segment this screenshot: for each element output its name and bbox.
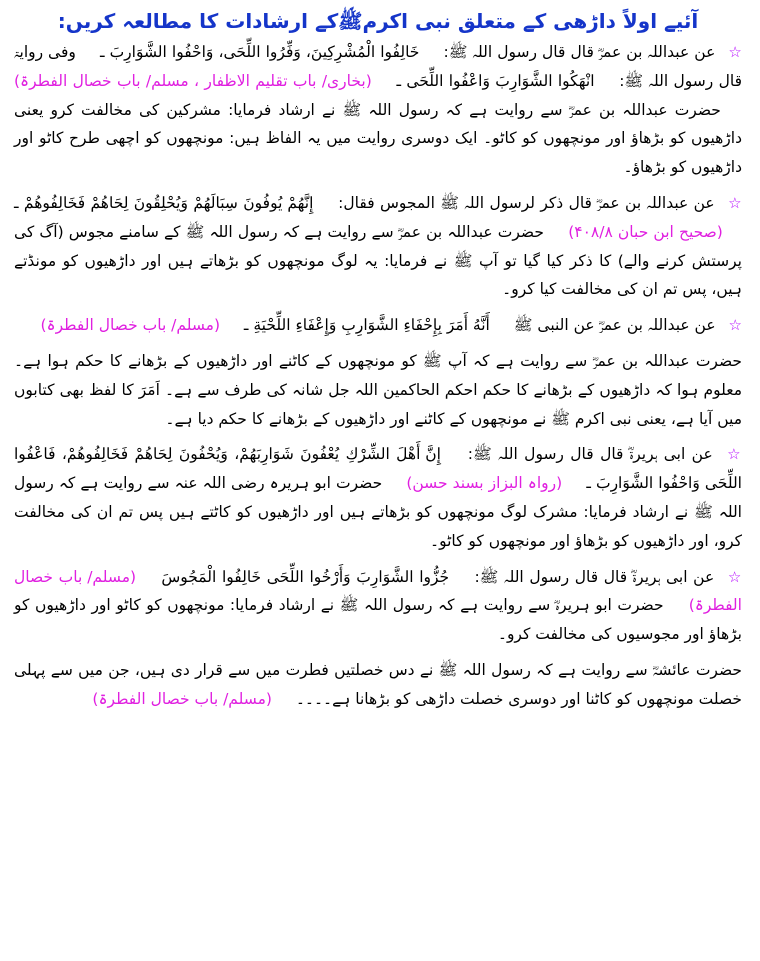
hadith-reference: (صحیح ابن حبان ۴۰۸/۸) [568,222,723,241]
star-icon: ☆ [727,445,742,464]
hadith-arabic: أَنَّهُ أَمَرَ بِإِحْفَاءِ الشَّوَارِبِ وَإِعْفَاءِ اللِّحْيَةِ ـ [243,316,490,335]
page-title: آئیے اولاً داڑھی کے متعلق نبی اکرمﷺکے ارشادات کا مطالعہ کریں: [57,9,699,33]
hadith-isnad: عن ابی ہریرۃؓ قال قال رسول اللہ ﷺ: [474,567,715,586]
hadith-arabic: خَالِفُوا الْمُشْرِكِينَ، وَفِّرُوا اللِّحَى، وَاحْفُوا الشَّوَارِبَ ـ [99,43,420,61]
explanation-paragraph [14,347,742,433]
hadith-block-2 [14,189,742,304]
hadith-arabic: إِنَّ أَهْلَ الشِّرْكِ يُعْفُونَ شَوَارِبَهُمْ، وَيُحْفُونَ لِحَاهُمْ فَخَالِفُوهُمْ، فَاعْفُوا اللِّحَى وَاحْفُوا الشَّوَارِبَ ـ [14,445,742,493]
hadith-block-5 [14,563,742,649]
hadith-isnad: عن عبداللہ بن عمرؓ قال قال رسول اللہ ﷺ: [443,43,716,61]
hadith-isnad: عن عبداللہ بن عمرؓ عن النبی ﷺ [513,316,716,335]
hadith-translation: حضرت عبداللہ بن عمرؓ سے روایت ہے کہ رسول اللہ ﷺ کے سامنے مجوس (آگ کی پرستش کرنے والے) کا ذکر کیا گیا تو آپ ﷺ نے فرمایا: یہ لوگ مونچھوں کو بڑھاتے ہیں اور داڑھیوں کو مونڈتے ہیں، پس تم ان کی مخالفت کیا کرو۔ [14,222,742,299]
hadith-block-4 [14,440,742,555]
hadith-translation: حضرت عبداللہ بن عمرؓ سے روایت ہے کہ رسول اللہ ﷺ نے ارشاد فرمایا: مشرکین کی مخالفت کرو یعنی داڑھیوں کو بڑھاؤ اور مونچھوں کو کاٹو۔ ایک دوسری روایت میں یہ الفاظ ہیں: مونچھوں کو اچھی طرح کاٹو اور داڑھیوں کو بڑھاؤ۔ [14,100,742,177]
hadith-block-3 [14,311,742,340]
hadith-isnad-2: وفی روایۃ قال رسول اللہ ﷺ: [14,43,742,90]
hadith-reference: (مسلم/ باب خصال الفطرۃ) [92,689,272,708]
hadith-arabic-2: انْهَكُوا الشَّوَارِبَ وَاعْفُوا اللِّحَى ـ [396,71,595,90]
hadith-isnad: عن عبداللہ بن عمرؓ قال ذکر لرسول اللہ ﷺ المجوس فقال: [338,193,715,212]
star-icon: ☆ [728,43,742,61]
hadith-reference: (مسلم/ باب خصال الفطرۃ) [40,316,221,335]
hadith-translation: حضرت ابو ہریرہؓ سے روایت ہے کہ رسول اللہ ﷺ نے ارشاد فرمایا: مونچھوں کو کاٹو اور داڑھیوں کو بڑھاؤ اور مجوسیوں کی مخالفت کرو۔ [14,596,742,644]
hadith-block-1 [14,38,742,182]
explanation-text: حضرت عبداللہ بن عمرؓ سے روایت ہے کہ آپ ﷺ کو مونچھوں کے کاٹنے اور داڑھیوں کے بڑھانے کا حکم ہوا ہے۔ معلوم ہوا کہ داڑھیوں کے بڑھانے کا حکم احکم الحاکمین اللہ جل شانہ کی طرف سے ہے۔ اَمَرَ کا لفظ بھی کتابوں میں آیا ہے، یعنی نبی اکرم ﷺ نے مونچھوں کے کاٹنے اور داڑھیوں کے بڑھانے کا حکم دیا ہے۔ [14,351,742,428]
hadith-isnad: عن ابی ہریرۃؓ قال قال رسول اللہ ﷺ: [467,445,713,464]
hadith-translation: حضرت عائشہؓ سے روایت ہے کہ رسول اللہ ﷺ نے دس خصلتیں فطرت میں سے قرار دی ہیں، جن میں سے پہلی خصلت مونچھوں کو کاٹنا اور دوسری خصلت داڑھی کو بڑھانا ہے۔۔۔۔ [14,660,742,708]
hadith-reference: (مسلم/ باب خصال الفطرۃ) [14,567,742,615]
hadith-reference: (بخاری/ باب تقلیم الاظفار ، مسلم/ باب خصال الفطرۃ) [14,71,372,90]
hadith-reference: (رواہ البزاز بسند حسن) [406,474,563,493]
star-icon: ☆ [727,567,743,586]
star-icon: ☆ [728,193,742,212]
hadith-block-6 [14,656,742,714]
hadith-translation: حضرت ابو ہریرہ رضی اللہ عنہ سے روایت ہے کہ رسول اللہ ﷺ نے ارشاد فرمایا: مشرک لوگ مونچھوں کو بڑھاتے ہیں اور داڑھیوں کو کاٹتے ہیں پس تم ان کی مخالفت کرو، اور داڑھیوں کو بڑھاؤ اور مونچھوں کو کاٹو۔ [14,474,742,550]
hadith-arabic: إِنَّهُمْ يُوفُونَ سِبَالَهُمْ وَيُحْلِقُونَ لِحَاهُمْ فَخَالِفُوهُمْ ـ [14,193,314,212]
star-icon: ☆ [728,316,742,335]
hadith-arabic: جُزُّوا الشَّوَارِبَ وَأَرْخُوا اللِّحَى خَالِفُوا الْمَجُوسَ [161,567,450,586]
